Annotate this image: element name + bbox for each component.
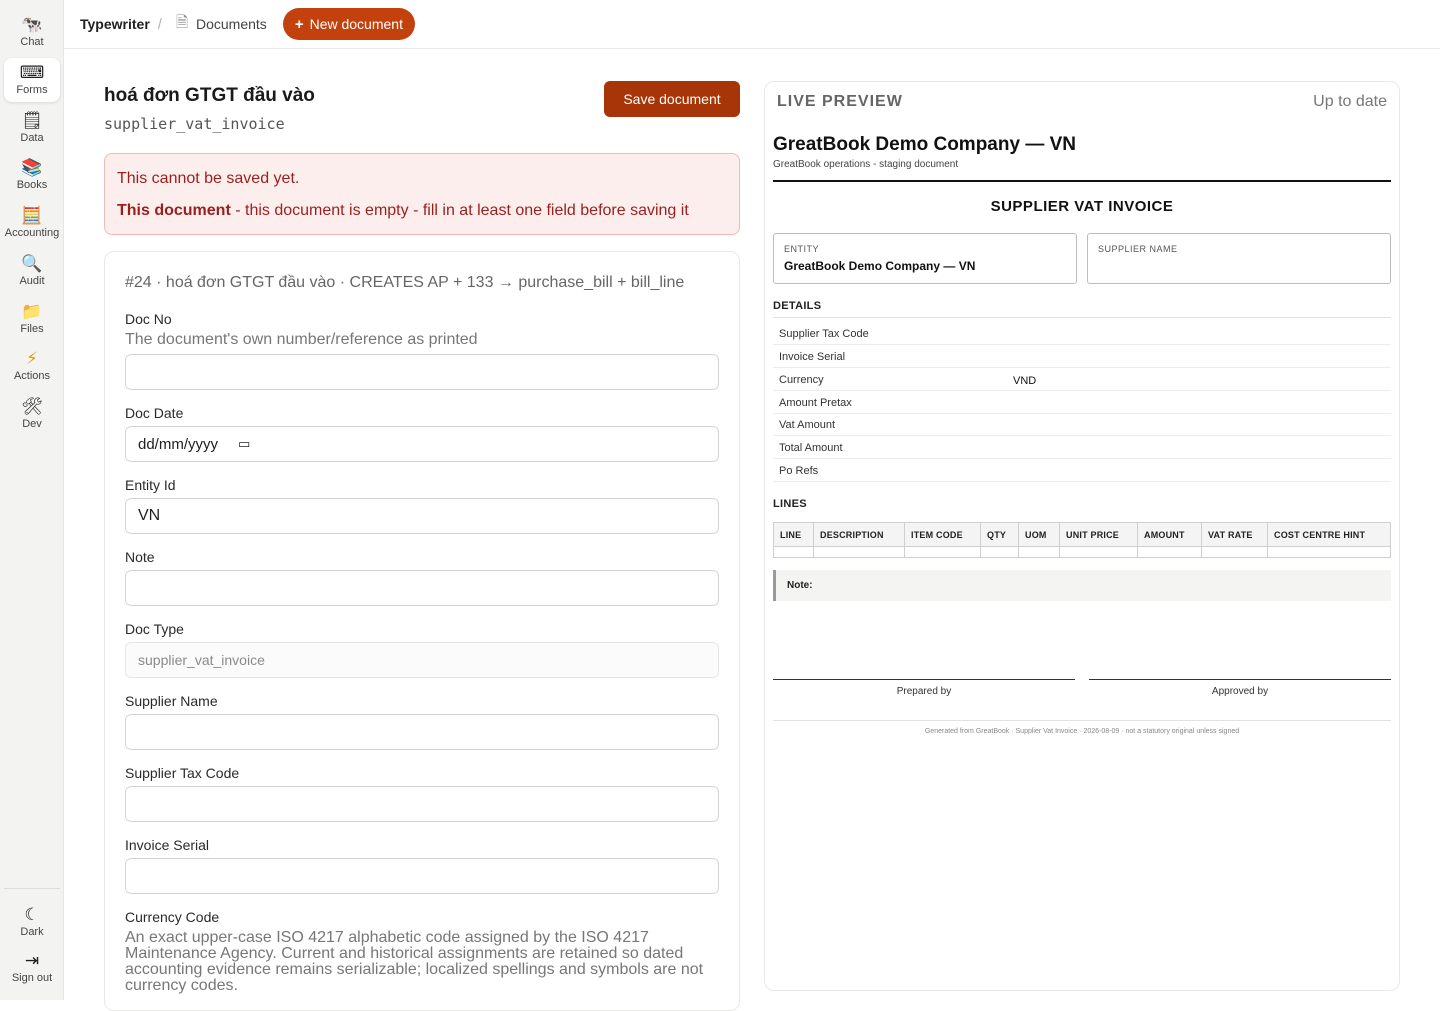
note-input[interactable] [125,570,719,606]
rail-item-chat[interactable] [4,10,60,54]
rail-label: Dark [20,926,44,938]
doc-no-help: The document's own number/reference as printed [125,331,478,348]
details-rule [773,317,1391,318]
preview-company-sub: GreatBook operations - staging document [773,159,959,170]
breadcrumb-documents[interactable] [176,12,267,37]
detail-row [773,346,1391,368]
detail-key: Total Amount [779,442,843,454]
approved-signature-line [1089,679,1391,680]
details-heading: DETAILS [773,300,822,312]
moon-icon: ☾ [24,905,40,925]
currency-code-help: An exact upper-case ISO 4217 alphabetic code assigned by the ISO 4217 Maintenance Agency. Current and historical assignments are retained so dated accounting evidence remains serializable; localized spellings and symbols are not currency codes. [125,929,704,994]
preview-rule [773,180,1391,182]
entity-id-input[interactable]: VN [125,498,719,534]
error-alert [104,153,740,235]
doc-no-label: Doc No [125,311,172,327]
rail-item-accounting[interactable] [4,201,60,245]
col-line: LINE [774,523,814,547]
breadcrumb-separator: / [157,15,162,33]
rail-label: Dev [22,418,42,430]
preview-header: LIVE PREVIEW [777,93,903,110]
doc-code: supplier_vat_invoice [104,115,285,133]
alert-message-rest: - this document is empty - fill in at least one field before saving it [230,202,689,219]
rail-label: Actions [13,370,51,382]
lines-table [773,522,1391,558]
detail-key: Amount Pretax [779,397,852,409]
rail-label: Forms [16,84,48,96]
rail-label: Sign out [11,972,53,984]
table-row [774,547,1391,558]
preview-footer-rule [773,720,1391,721]
note-label-preview: Note: [787,580,813,591]
preview-status: Up to date [1313,93,1387,110]
lines-heading: LINES [773,498,807,510]
rail-item-data[interactable] [4,106,60,150]
new-document-button[interactable] [283,8,415,40]
detail-key: Po Refs [779,465,819,477]
col-unit-price: UNIT PRICE [1060,523,1138,547]
breadcrumb-documents-label: Documents [196,16,267,32]
rail-label: Accounting [4,227,60,239]
supplier-name-input[interactable] [125,714,719,750]
calendar-icon[interactable]: ▭ [238,436,251,452]
entity-box [773,233,1077,284]
magnifier-icon: 🔍 [21,254,43,274]
detail-row [773,460,1391,482]
page-title: hoá đơn GTGT đầu vào [104,85,315,106]
breadcrumb-app[interactable]: Typewriter [80,16,150,32]
rail-label: Files [20,323,44,335]
rail-divider [4,888,60,889]
lightning-icon: ⚡ [26,349,38,369]
books-icon: 📚 [21,158,43,178]
alert-message [117,200,727,222]
detail-key: Currency [779,374,824,386]
approved-by-label: Approved by [1211,686,1269,697]
top-bar [64,0,1440,49]
cow-icon: 🐄 [21,15,43,35]
folder-icon: 📁 [21,302,43,322]
supplier-tax-code-input[interactable] [125,786,719,822]
note-label: Note [125,549,155,565]
rail-item-audit[interactable] [4,249,60,293]
notepad-icon: 🗒 [21,111,43,131]
detail-key: Invoice Serial [779,351,846,363]
rail-item-dev[interactable] [4,392,60,436]
alert-message-bold: This document [117,202,231,219]
entity-box-label: ENTITY [784,244,820,254]
detail-row [773,369,1391,391]
supplier-box [1087,233,1391,284]
currency-code-label: Currency Code [125,909,220,925]
detail-key: Supplier Tax Code [779,328,869,340]
detail-row [773,437,1391,459]
detail-row [773,414,1391,436]
detail-key: Vat Amount [779,419,836,431]
entity-box-value: GreatBook Demo Company — VN [784,259,976,273]
col-description: DESCRIPTION [814,523,905,547]
col-uom: UOM [1019,523,1060,547]
col-vat-rate: VAT RATE [1202,523,1268,547]
preview-note [773,570,1391,601]
rail-item-files[interactable] [4,297,60,341]
prepared-signature-line [773,679,1075,680]
sign-out-button[interactable] [4,946,60,990]
doc-type-label: Doc Type [125,621,184,637]
form-meta: #24 · hoá đơn GTGT đầu vào · CREATES AP + 133 → purchase_bill + bill_line [125,274,685,291]
entity-id-label: Entity Id [125,477,176,493]
doc-date-label: Doc Date [125,405,184,421]
plus-icon: + [294,15,304,33]
rail-item-books[interactable] [4,153,60,197]
side-rail [0,0,64,1000]
new-document-label: New document [309,16,403,32]
keyboard-icon: ⌨ [19,63,45,83]
rail-label: Data [20,132,44,144]
abacus-icon: 🧮 [21,206,43,226]
invoice-serial-input[interactable] [125,858,719,894]
invoice-serial-label: Invoice Serial [125,837,210,853]
doc-date-input[interactable] [125,426,719,462]
doc-no-input[interactable] [125,354,719,390]
preview-company: GreatBook Demo Company — VN [773,134,1076,155]
detail-value: VND [1013,375,1037,387]
col-qty: QTY [981,523,1019,547]
lines-header-row [774,523,1391,547]
alert-title: This cannot be saved yet. [117,170,300,187]
col-amount: AMOUNT [1138,523,1202,547]
detail-row [773,323,1391,345]
doc-type-input: supplier_vat_invoice [125,642,719,678]
preview-doc-title: SUPPLIER VAT INVOICE [990,198,1174,215]
col-cost-centre-hint: COST CENTRE HINT [1268,523,1391,547]
rail-item-actions[interactable] [4,344,60,388]
dark-mode-toggle[interactable] [4,900,60,944]
tools-icon: 🛠 [21,397,43,417]
supplier-box-label: SUPPLIER NAME [1098,244,1178,254]
detail-row [773,392,1391,414]
doc-date-value: dd/mm/yyyy [138,435,219,453]
preview-footer: Generated from GreatBook · Supplier Vat Invoice · 2026-08-09 · not a statutory original unless signed [924,728,1240,735]
supplier-name-label: Supplier Name [125,693,218,709]
rail-item-forms[interactable] [4,58,60,102]
save-document-button[interactable]: Save document [604,81,740,117]
col-item-code: ITEM CODE [905,523,981,547]
sign-out-icon: ⇥ [24,951,40,971]
rail-label: Audit [19,275,45,287]
document-icon: 🗎 [175,12,188,31]
supplier-tax-code-label: Supplier Tax Code [125,765,240,781]
rail-label: Chat [20,36,44,48]
rail-label: Books [16,179,48,191]
prepared-by-label: Prepared by [896,686,952,697]
